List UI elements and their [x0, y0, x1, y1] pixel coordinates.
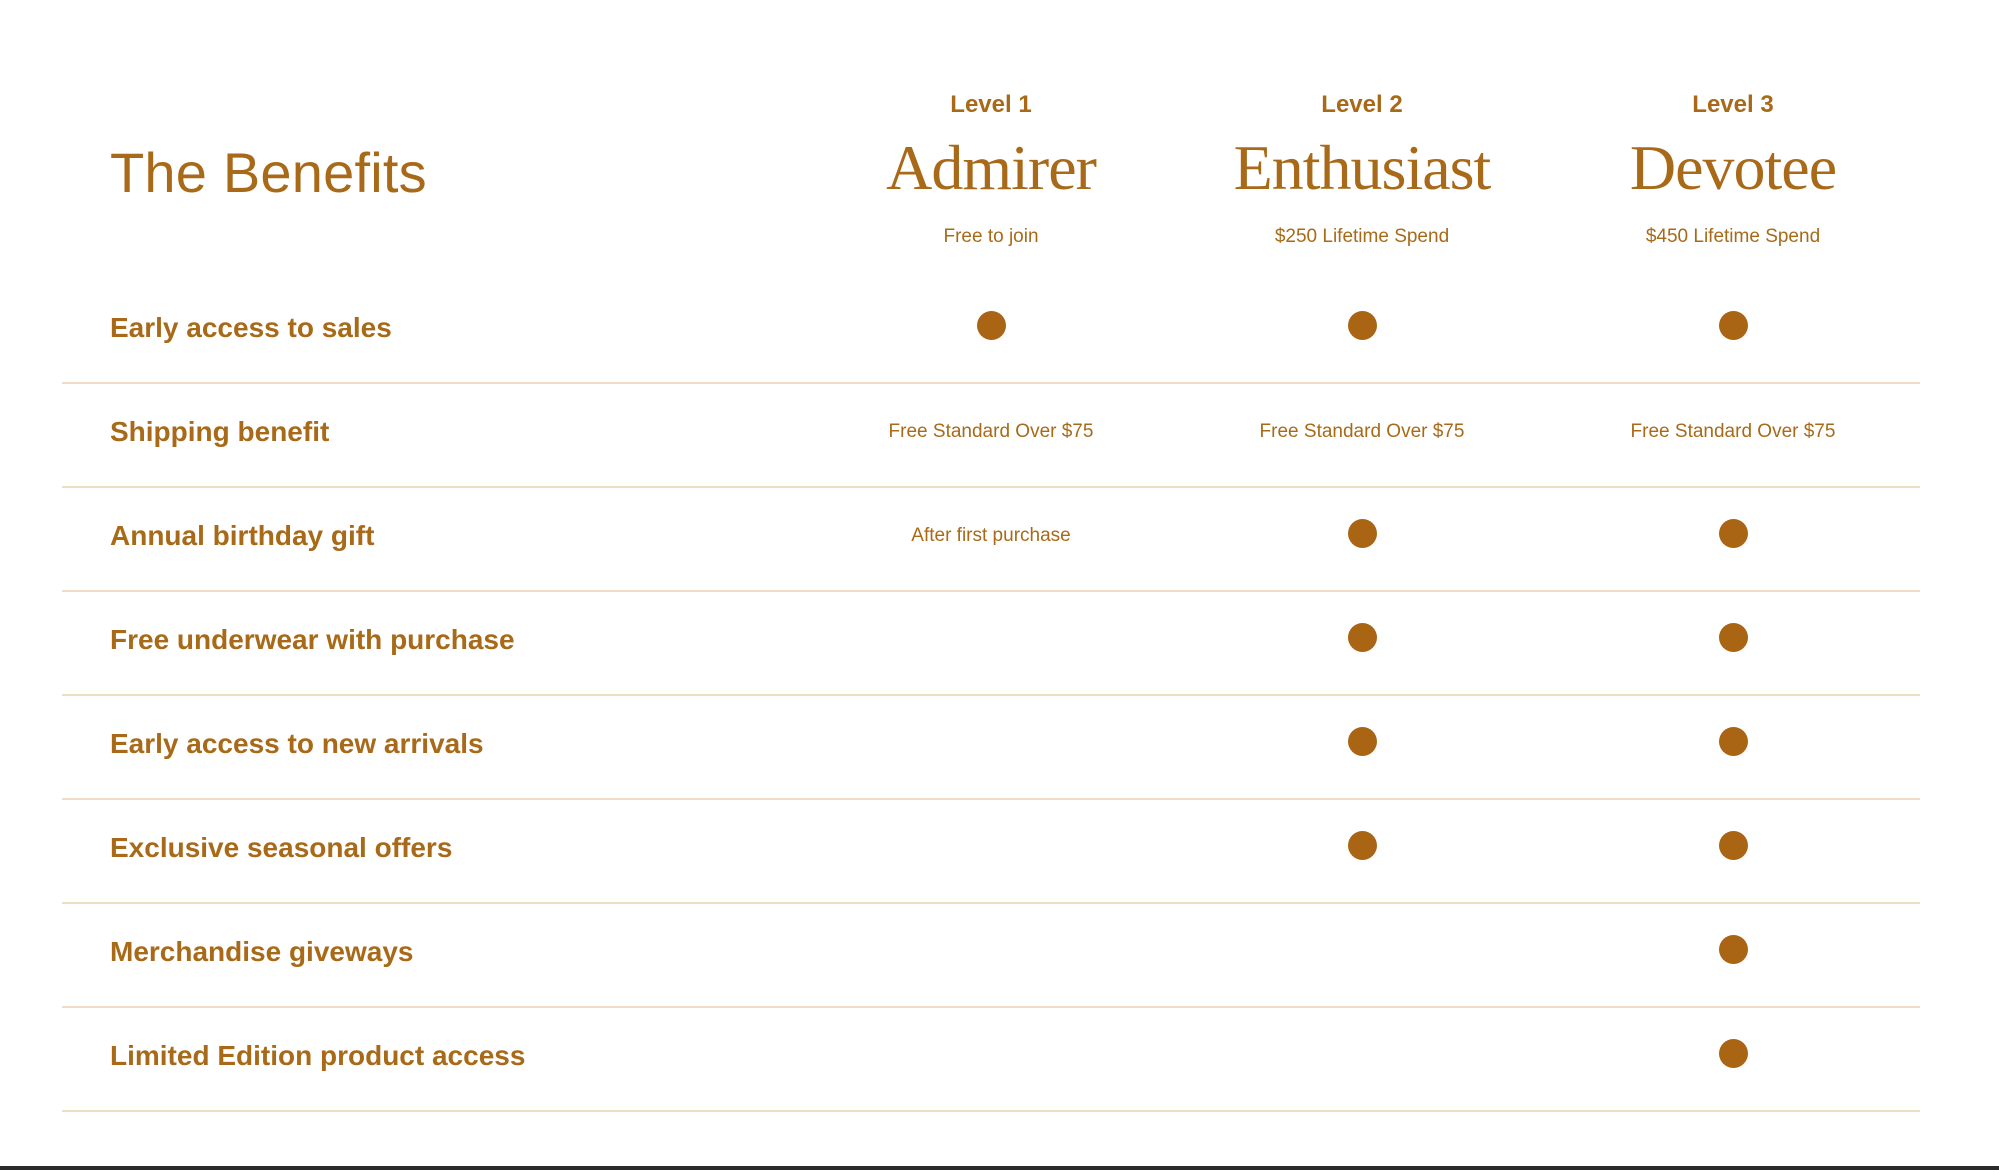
included-dot-icon — [1719, 623, 1748, 652]
benefit-row — [62, 384, 1920, 488]
benefit-cell-level-2 — [1202, 696, 1522, 798]
benefit-row — [62, 488, 1920, 592]
benefit-cell-level-2 — [1202, 1008, 1522, 1110]
tier-level: Level 1 — [950, 91, 1032, 118]
included-dot-icon — [1719, 935, 1748, 964]
benefit-cell-level-3 — [1573, 904, 1893, 1006]
tier-header-level-3 — [1553, 90, 1913, 250]
benefit-row — [62, 592, 1920, 696]
benefit-row — [62, 800, 1920, 904]
benefit-cell-level-2 — [1202, 592, 1522, 694]
tier-name: Admirer — [886, 132, 1096, 203]
benefit-cell-level-3 — [1573, 800, 1893, 902]
tier-price: Free to join — [943, 226, 1039, 247]
page-title: The Benefits — [110, 141, 427, 204]
benefit-label: Free underwear with purchase — [110, 624, 515, 655]
included-dot-icon — [1348, 831, 1377, 860]
benefit-cell-level-1 — [831, 384, 1151, 486]
included-dot-icon — [1348, 623, 1377, 652]
benefit-cell-level-1 — [831, 904, 1151, 1006]
tier-price: $250 Lifetime Spend — [1274, 226, 1450, 247]
included-dot-icon — [1348, 311, 1377, 340]
benefit-cell-text: Free Standard Over $75 — [1259, 421, 1465, 442]
included-dot-icon — [1719, 1039, 1748, 1068]
benefit-cell-text: Free Standard Over $75 — [888, 421, 1094, 442]
benefit-cell-level-3 — [1573, 488, 1893, 590]
benefit-label: Limited Edition product access — [110, 1040, 526, 1071]
included-dot-icon — [977, 311, 1006, 340]
benefit-cell-level-3 — [1573, 280, 1893, 382]
benefit-cell-level-3 — [1573, 1008, 1893, 1110]
benefit-cell-level-1 — [831, 800, 1151, 902]
benefit-cell-level-1 — [831, 696, 1151, 798]
benefit-cell-level-2 — [1202, 488, 1522, 590]
benefit-label: Exclusive seasonal offers — [110, 832, 453, 863]
tier-header-level-1 — [811, 90, 1171, 250]
benefit-label: Annual birthday gift — [110, 520, 375, 551]
benefit-cell-text: After first purchase — [911, 525, 1071, 546]
benefit-cell-level-2 — [1202, 904, 1522, 1006]
benefit-row — [62, 904, 1920, 1008]
benefit-cell-level-1 — [831, 1008, 1151, 1110]
benefit-label: Early access to new arrivals — [110, 728, 484, 759]
benefit-row — [62, 280, 1920, 384]
bottom-edge-bar — [0, 1166, 1999, 1170]
tier-level: Level 2 — [1321, 91, 1403, 118]
included-dot-icon — [1348, 727, 1377, 756]
benefit-cell-level-1 — [831, 280, 1151, 382]
included-dot-icon — [1348, 519, 1377, 548]
benefit-cell-level-1 — [831, 488, 1151, 590]
benefit-label: Shipping benefit — [110, 416, 330, 447]
tier-price: $450 Lifetime Spend — [1645, 226, 1821, 247]
benefit-cell-text: Free Standard Over $75 — [1630, 421, 1836, 442]
included-dot-icon — [1719, 311, 1748, 340]
included-dot-icon — [1719, 831, 1748, 860]
benefit-cell-level-3 — [1573, 384, 1893, 486]
benefit-cell-level-2 — [1202, 280, 1522, 382]
tier-name: Devotee — [1629, 132, 1837, 203]
benefit-cell-level-3 — [1573, 696, 1893, 798]
benefit-label: Early access to sales — [110, 312, 392, 343]
benefit-cell-level-2 — [1202, 800, 1522, 902]
included-dot-icon — [1719, 519, 1748, 548]
benefit-cell-level-1 — [831, 592, 1151, 694]
tier-level: Level 3 — [1692, 91, 1774, 118]
benefit-cell-level-2 — [1202, 384, 1522, 486]
tier-name: Enthusiast — [1233, 132, 1491, 203]
benefit-row — [62, 696, 1920, 800]
included-dot-icon — [1719, 727, 1748, 756]
benefit-row — [62, 1008, 1920, 1112]
benefit-label: Merchandise giveways — [110, 936, 414, 967]
tier-header-level-2 — [1182, 90, 1542, 250]
benefit-cell-level-3 — [1573, 592, 1893, 694]
